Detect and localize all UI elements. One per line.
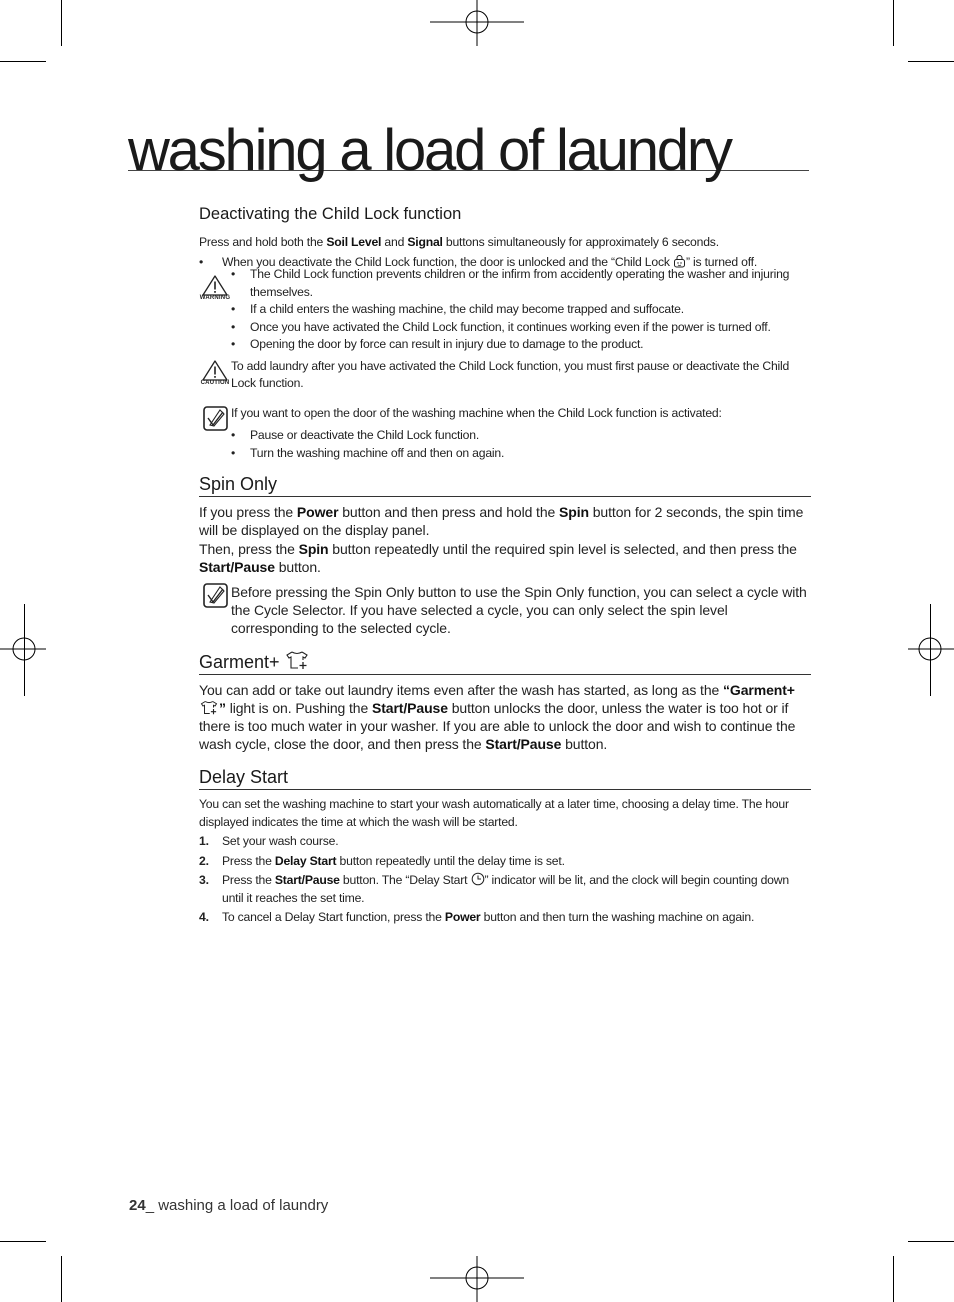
- step-item: 4. To cancel a Delay Start function, press the Power button and then turn the washing machine on again.: [199, 910, 755, 924]
- garment-text: You can add or take out laundry items even after the wash has started, as long as the “Garment+” light is on. Pushing the Start/Pause button unlocks the door, unless the water is too hot or if there is too much water in your washer. If you are able to unlock the door and wish to continue the wash cycle, close the door, and then press the Start/Pause button.: [199, 682, 796, 752]
- caution-icon: [202, 360, 228, 381]
- registration-mark-icon: [908, 626, 954, 672]
- crop-mark: [908, 1241, 954, 1242]
- note-icon: [203, 406, 228, 431]
- list-item: • Opening the door by force can result in injury due to damage to the product.: [231, 337, 644, 351]
- warning-icon: [202, 275, 228, 296]
- registration-mark-icon: [430, 1256, 524, 1302]
- footer-text: _ washing a load of laundry: [145, 1197, 329, 1214]
- spin-only-p2: Then, press the Spin button repeatedly until the required spin level is selected, and then press the Start/Pause button.: [199, 541, 797, 575]
- spin-only-p1: If you press the Power button and then press and hold the Spin button for 2 seconds, the spin time will be displayed on the display panel.: [199, 504, 804, 538]
- content: [199, 205, 811, 927]
- spin-note-block: [199, 583, 811, 637]
- garment-heading: Garment+: [199, 650, 811, 675]
- registration-mark-icon: [430, 0, 524, 46]
- registration-mark-icon: [0, 626, 46, 672]
- crop-mark: [0, 61, 46, 62]
- step-item: 3. Press the Start/Pause button. The “Delay Start ” indicator will be lit, and the clock will begin counting down until it reaches the set time.: [199, 873, 789, 905]
- caution-block: [199, 358, 811, 393]
- page-title: washing a load of laundry: [128, 118, 809, 171]
- note-icon: [203, 583, 228, 608]
- step-item: 2. Press the Delay Start button repeatedly until the delay time is set.: [199, 853, 565, 868]
- child-lock-bullet: • When you deactivate the Child Lock function, the door is unlocked and the “Child Lock ” is turned off.: [199, 254, 758, 269]
- list-item: • The Child Lock function prevents children or the infirm from accidently operating the washer and injuring themselves.: [231, 267, 790, 299]
- crop-mark: [61, 1256, 62, 1302]
- garment-icon: [285, 650, 309, 670]
- list-item: • If a child enters the washing machine, the child may become trapped and suffocate.: [231, 302, 684, 316]
- crop-mark: [908, 61, 954, 62]
- spin-note-text: Before pressing the Spin Only button to use the Spin Only function, you can select a cycle with the Cycle Selector. If you have selected a cycle, you can only select the spin level corresponding to the selected cycle.: [231, 584, 807, 636]
- list-item: • Pause or deactivate the Child Lock function.: [231, 428, 479, 442]
- spin-only-heading: Spin Only: [199, 474, 811, 497]
- list-item: • Once you have activated the Child Lock function, it continues working even if the power is turned off.: [231, 319, 771, 334]
- caution-label: CAUTION: [200, 379, 230, 386]
- child-lock-heading: Deactivating the Child Lock function: [199, 205, 462, 223]
- page-footer: [129, 1197, 328, 1214]
- garment-icon: [199, 700, 219, 715]
- child-lock-intro: Press and hold both the Soil Level and Signal buttons simultaneously for approximately 6 seconds.: [199, 235, 719, 249]
- clock-icon: [471, 872, 485, 886]
- step-item: 1. Set your wash course.: [199, 834, 339, 848]
- caution-text: To add laundry after you have activated the Child Lock function, you must first pause or deactivate the Child Lock function.: [231, 358, 790, 390]
- crop-mark: [893, 0, 894, 46]
- delay-start-heading: Delay Start: [199, 767, 811, 790]
- list-item: • Turn the washing machine off and then on again.: [231, 445, 505, 460]
- crop-mark: [0, 1241, 46, 1242]
- crop-mark: [61, 0, 62, 46]
- note-text: If you want to open the door of the washing machine when the Child Lock function is activated:: [231, 405, 722, 420]
- delay-start-intro: You can set the washing machine to start your wash automatically at a later time, choosing a delay time. The hour displayed indicates the time at which the wash will be started.: [199, 797, 789, 829]
- page-number: 24: [129, 1197, 146, 1214]
- warning-label: WARNING: [199, 295, 231, 301]
- crop-mark: [893, 1256, 894, 1302]
- warning-block: [199, 267, 811, 354]
- note-block: [199, 405, 811, 463]
